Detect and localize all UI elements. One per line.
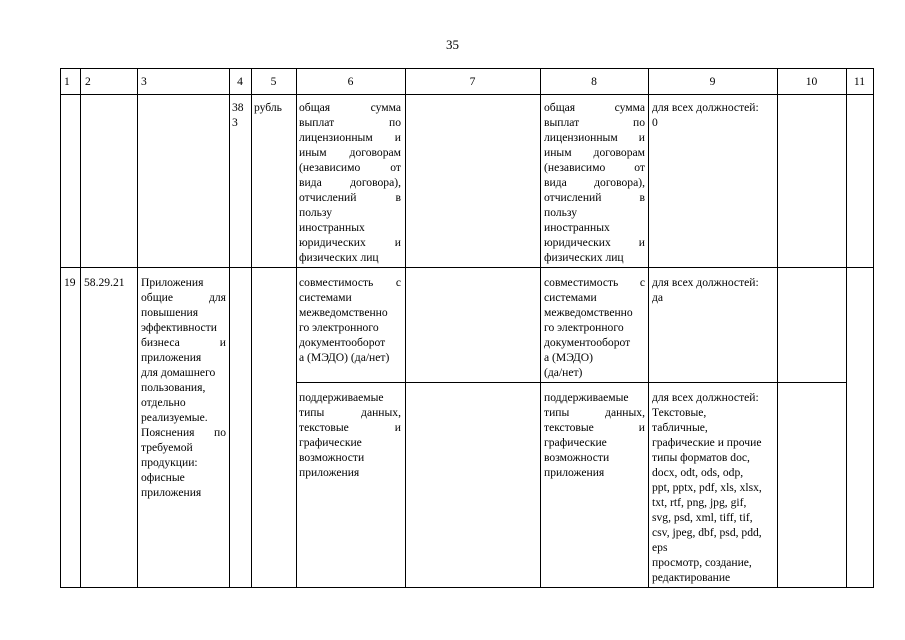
characteristic-line: пользу bbox=[544, 206, 578, 219]
col-border bbox=[137, 68, 138, 587]
characteristic-line: (независимо от bbox=[299, 161, 401, 174]
characteristic-line: (да/нет) bbox=[544, 366, 583, 379]
characteristic-line: (независимо от bbox=[544, 161, 645, 174]
characteristic-line: выплат по bbox=[544, 116, 645, 129]
value-line: графические и прочие bbox=[652, 436, 762, 449]
value-line: да bbox=[652, 291, 664, 304]
characteristic-line: возможности bbox=[299, 451, 365, 464]
value-line: eps bbox=[652, 541, 668, 554]
value-line: txt, rtf, png, jpg, gif, bbox=[652, 496, 747, 509]
header-bottom-border bbox=[60, 94, 874, 95]
header-col9: 9 bbox=[709, 75, 716, 88]
value-line: для всех должностей: bbox=[652, 101, 759, 114]
value-line: Текстовые, bbox=[652, 406, 707, 419]
characteristic-line: лицензионным и bbox=[299, 131, 401, 144]
characteristic-line: документооборот bbox=[544, 336, 631, 349]
header-col7: 7 bbox=[469, 75, 476, 88]
col-border bbox=[80, 68, 81, 587]
characteristic-line: графические bbox=[544, 436, 607, 449]
characteristic-line: отчислений в bbox=[299, 191, 401, 204]
characteristic-line: а (МЭДО) (да/нет) bbox=[299, 351, 390, 364]
characteristic-line: текстовые и bbox=[299, 421, 401, 434]
product-name-line: повышения bbox=[141, 306, 199, 319]
unit-name: рубль bbox=[254, 101, 282, 114]
header-col11: 11 bbox=[853, 75, 866, 88]
subrow-divider bbox=[296, 382, 846, 383]
value-line: табличные, bbox=[652, 421, 708, 434]
value-line: 0 bbox=[652, 116, 658, 129]
col-border bbox=[251, 68, 252, 587]
header-col2: 2 bbox=[85, 75, 91, 88]
col-border bbox=[60, 68, 61, 587]
okpd2-code: 58.29.21 bbox=[84, 276, 125, 289]
value-line: csv, jpeg, dbf, psd, pdd, bbox=[652, 526, 762, 539]
product-name-line: приложения bbox=[141, 351, 202, 364]
product-name-line: требуемой bbox=[141, 441, 193, 454]
col-border bbox=[777, 68, 778, 587]
col-border bbox=[229, 68, 230, 587]
header-col4: 4 bbox=[237, 75, 243, 88]
value-line: svg, psd, xml, tiff, tif, bbox=[652, 511, 753, 524]
product-name-line: отдельно bbox=[141, 396, 186, 409]
header-col3: 3 bbox=[141, 75, 147, 88]
value-line: docx, odt, ods, odp, bbox=[652, 466, 744, 479]
product-name-line: для домашнего bbox=[141, 366, 216, 379]
characteristic-line: графические bbox=[299, 436, 362, 449]
characteristic-line: общая сумма bbox=[299, 101, 401, 114]
characteristic-line: физических лиц bbox=[299, 251, 379, 264]
product-name-line: пользования, bbox=[141, 381, 206, 394]
product-name-line: офисные bbox=[141, 471, 185, 484]
col-border bbox=[405, 68, 406, 587]
characteristic-line: вида договора), bbox=[544, 176, 645, 189]
characteristic-line: системами bbox=[544, 291, 597, 304]
product-name-line: продукции: bbox=[141, 456, 198, 469]
characteristic-line: типы данных, bbox=[299, 406, 401, 419]
product-name-line: общие для bbox=[141, 291, 226, 304]
product-name-line: приложения bbox=[141, 486, 202, 499]
characteristic-line: типы данных, bbox=[544, 406, 645, 419]
table-bottom-border bbox=[60, 587, 874, 588]
col-border bbox=[648, 68, 649, 587]
characteristic-line: иностранных bbox=[299, 221, 365, 234]
value-line: просмотр, создание, bbox=[652, 556, 752, 569]
characteristic-line: выплат по bbox=[299, 116, 401, 129]
table-top-border bbox=[60, 68, 874, 69]
characteristic-line: общая сумма bbox=[544, 101, 645, 114]
characteristic-line: поддерживаемые bbox=[544, 391, 629, 404]
characteristic-line: го электронного bbox=[299, 321, 379, 334]
value-line: типы форматов doc, bbox=[652, 451, 750, 464]
header-col6: 6 bbox=[347, 75, 354, 88]
col-border bbox=[873, 68, 874, 587]
characteristic-line: системами bbox=[299, 291, 352, 304]
characteristic-line: иным договорам bbox=[544, 146, 645, 159]
characteristic-line: го электронного bbox=[544, 321, 624, 334]
header-col10: 10 bbox=[805, 75, 818, 88]
characteristic-line: иным договорам bbox=[299, 146, 401, 159]
characteristic-line: иностранных bbox=[544, 221, 610, 234]
characteristic-line: документооборот bbox=[299, 336, 386, 349]
unit-code: 3 bbox=[232, 116, 238, 129]
characteristic-line: юридических и bbox=[544, 236, 645, 249]
value-line: для всех должностей: bbox=[652, 391, 759, 404]
col-border bbox=[296, 68, 297, 587]
product-name-line: реализуемые. bbox=[141, 411, 208, 424]
row1-bottom-border bbox=[60, 267, 874, 268]
characteristic-line: вида договора), bbox=[299, 176, 401, 189]
characteristic-line: приложения bbox=[544, 466, 605, 479]
col-border bbox=[846, 68, 847, 587]
characteristic-line: совместимость с bbox=[544, 276, 645, 289]
characteristic-line: пользу bbox=[299, 206, 333, 219]
characteristic-line: возможности bbox=[544, 451, 610, 464]
characteristic-line: межведомственно bbox=[544, 306, 633, 319]
characteristic-line: физических лиц bbox=[544, 251, 624, 264]
value-line: редактирование bbox=[652, 571, 731, 584]
page-number: 35 bbox=[446, 37, 459, 52]
product-name-line: эффективности bbox=[141, 321, 217, 334]
characteristic-line: совместимость с bbox=[299, 276, 401, 289]
unit-code: 38 bbox=[232, 101, 244, 114]
characteristic-line: а (МЭДО) bbox=[544, 351, 594, 364]
header-col5: 5 bbox=[270, 75, 277, 88]
product-name-line: Приложения bbox=[141, 276, 204, 289]
product-name-line: бизнеса и bbox=[141, 336, 226, 349]
characteristic-line: юридических и bbox=[299, 236, 401, 249]
value-line: ppt, pptx, pdf, xls, xlsx, bbox=[652, 481, 762, 494]
characteristic-line: отчислений в bbox=[544, 191, 645, 204]
row-number: 19 bbox=[64, 276, 76, 289]
characteristic-line: межведомственно bbox=[299, 306, 388, 319]
col-border bbox=[540, 68, 541, 587]
characteristic-line: лицензионным и bbox=[544, 131, 645, 144]
characteristic-line: поддерживаемые bbox=[299, 391, 384, 404]
header-col1: 1 bbox=[64, 75, 70, 88]
header-col8: 8 bbox=[591, 75, 597, 88]
characteristic-line: приложения bbox=[299, 466, 360, 479]
value-line: для всех должностей: bbox=[652, 276, 759, 289]
characteristic-line: текстовые и bbox=[544, 421, 645, 434]
product-name-line: Пояснения по bbox=[141, 426, 226, 439]
